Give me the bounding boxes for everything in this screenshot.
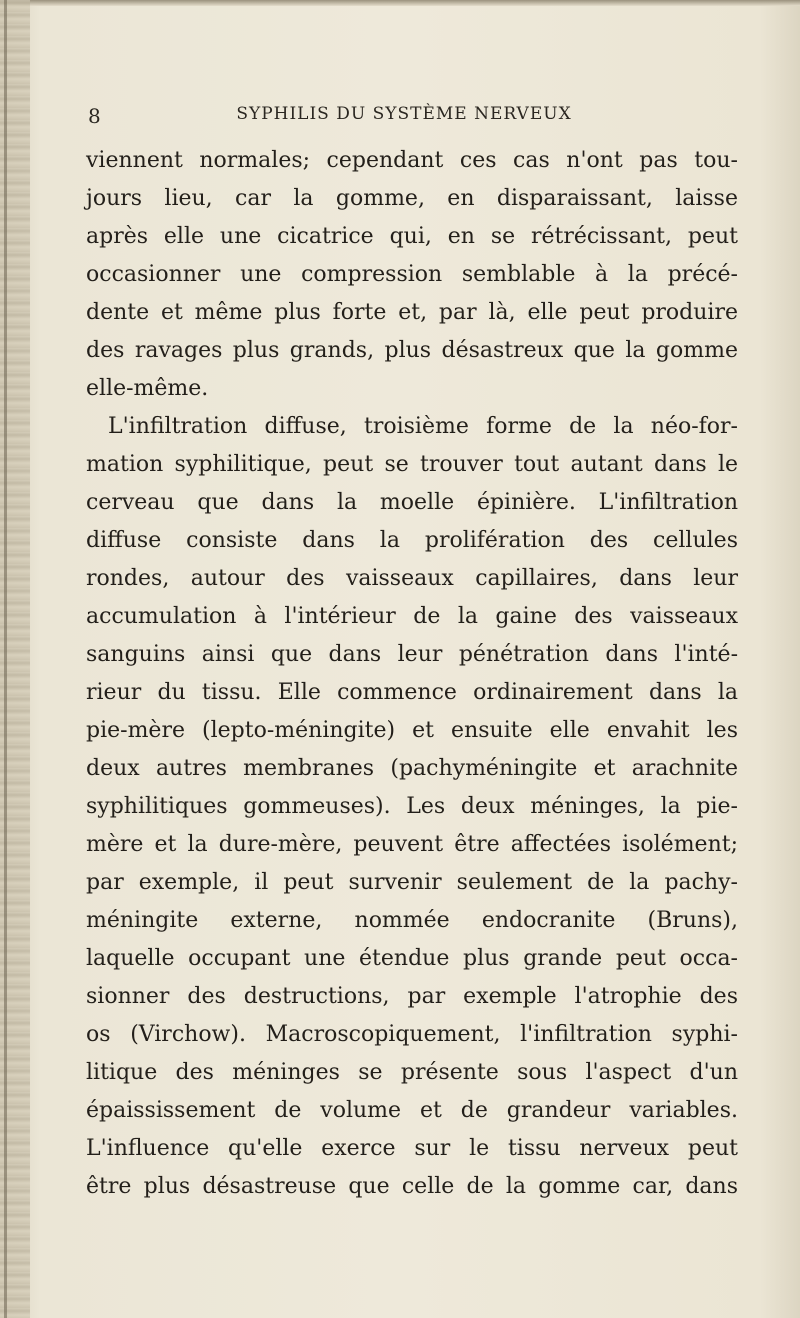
text-line: après elle une cicatrice qui, en se rétrécissant, peut <box>86 224 738 249</box>
text-line: cerveau que dans la moelle épinière. L'infiltration <box>86 490 738 515</box>
text-line: elle-même. <box>86 376 209 401</box>
text-line: laquelle occupant une étendue plus grande peut occa- <box>86 946 738 971</box>
text-line: syphilitiques gommeuses). Les deux méninges, la pie- <box>86 794 738 819</box>
text-line: sanguins ainsi que dans leur pénétration dans l'inté- <box>86 642 738 667</box>
text-line: par exemple, il peut survenir seulement de la pachy- <box>86 870 738 895</box>
text-line: L'influence qu'elle exerce sur le tissu nerveux peut <box>86 1136 738 1161</box>
text-line: occasionner une compression semblable à la précé- <box>86 262 738 287</box>
page-header <box>88 96 720 132</box>
text-line: rieur du tissu. Elle commence ordinairement dans la <box>86 680 738 705</box>
text-line: jours lieu, car la gomme, en disparaissant, laisse <box>86 186 738 211</box>
text-line: mation syphilitique, peut se trouver tout autant dans le <box>86 452 738 477</box>
text-line: accumulation à l'intérieur de la gaine des vaisseaux <box>86 604 738 629</box>
page-number: 8 <box>88 104 101 128</box>
text-line: diffuse consiste dans la prolifération des cellules <box>86 528 738 553</box>
text-line: dente et même plus forte et, par là, elle peut produire <box>86 300 738 325</box>
text-line: être plus désastreuse que celle de la gomme car, dans <box>86 1174 738 1199</box>
page-top-edge <box>0 0 800 6</box>
text-line: litique des méninges se présente sous l'aspect d'un <box>86 1060 738 1085</box>
text-line: rondes, autour des vaisseaux capillaires, dans leur <box>86 566 738 591</box>
paragraph-1 <box>86 142 738 408</box>
text-line: viennent normales; cependant ces cas n'ont pas tou- <box>86 148 738 173</box>
binding-edge <box>4 0 7 1318</box>
text-line: pie-mère (lepto-méningite) et ensuite elle envahit les <box>86 718 738 743</box>
text-line: deux autres membranes (pachyméningite et arachnite <box>86 756 738 781</box>
text-line: sionner des destructions, par exemple l'atrophie des <box>86 984 738 1009</box>
text-line: L'infiltration diffuse, troisième forme de la néo-for- <box>108 414 738 439</box>
text-line: mère et la dure-mère, peuvent être affectées isolément; <box>86 832 738 857</box>
paragraph-2 <box>86 408 738 1206</box>
text-line: des ravages plus grands, plus désastreux que la gomme <box>86 338 738 363</box>
body-text <box>86 142 738 1206</box>
running-title: SYPHILIS DU SYSTÈME NERVEUX <box>236 104 572 124</box>
text-line: os (Virchow). Macroscopiquement, l'infiltration syphi- <box>86 1022 738 1047</box>
text-line: épaississement de volume et de grandeur variables. <box>86 1098 738 1123</box>
text-line: méningite externe, nommée endocranite (Bruns), <box>86 908 738 933</box>
